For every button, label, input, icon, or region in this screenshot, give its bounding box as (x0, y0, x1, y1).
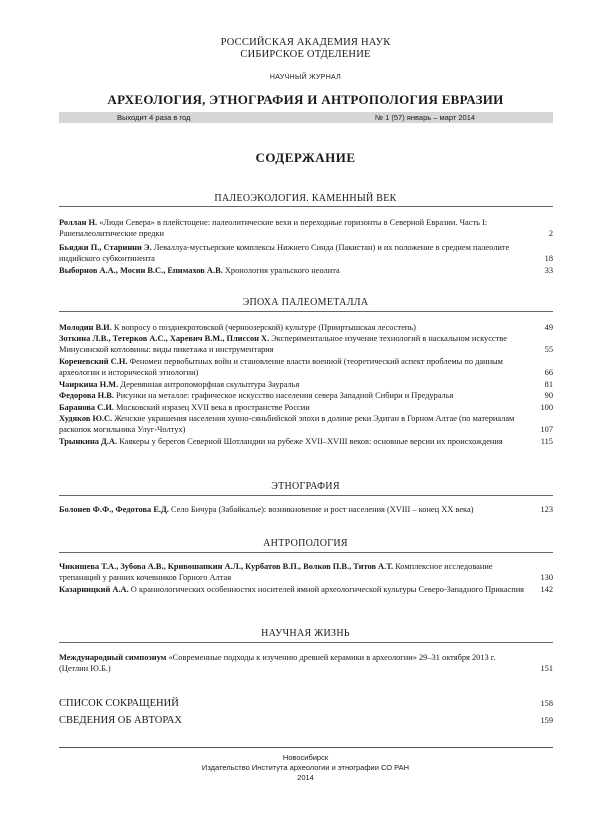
entry-title: О краниологических особенностях носителей ямной археологической культуры Северо-Западного Прикаспия (128, 585, 525, 594)
entry-authors: Международный симпозиум (59, 653, 167, 662)
footer-year: 2014 (297, 773, 314, 782)
entry-authors: Федорова Н.В. (59, 391, 114, 400)
entry-authors: Казарницкий А.А. (59, 585, 129, 594)
entry-authors: Роллан Н. (59, 218, 98, 227)
entry-page: 142 (540, 585, 553, 594)
entry-page: 18 (544, 253, 553, 263)
entry-title: «Люди Севера» в плейстоцене: палеолитические вехи и переходные горизонты в Северной Евразии. Часть I: Ранепалеолитические предки (59, 218, 488, 238)
toc-entry[interactable] (59, 653, 553, 674)
section-divider (59, 552, 553, 553)
entry-authors: Баранова С.И. (59, 403, 114, 412)
section-title-ethnography: ЭТНОГРАФИЯ (271, 481, 340, 492)
section-title-scientific-life: НАУЧНАЯ ЖИЗНЬ (261, 628, 350, 639)
toc-entry[interactable] (59, 391, 553, 402)
entry-title: Село Бичура (Забайкалье): возникновение и рост населения (XVIII – конец XX века) (168, 505, 474, 514)
toc-entry[interactable] (59, 585, 553, 596)
entry-title: Каякеры у берегов Северной Шотландии на рубеже XVII–XVIII веков: основные версии их происхождения (117, 437, 503, 446)
journal-label: НАУЧНЫЙ ЖУРНАЛ (269, 74, 342, 81)
footer-divider (59, 747, 553, 748)
entry-title: Феномен первобытных войн и становление власти военной (теоретический аспект проблемы по данным археологии и исторической этнологии) (59, 357, 503, 377)
entry-authors: Чикишева Т.А., Зубова А.В., Кривошапкин А.Л., Курбатов В.П., Волков П.В., Титов А.Т. (59, 562, 394, 571)
entry-page: 81 (544, 380, 553, 389)
entry-title: Рисунки на металле: графическое искусство населения севера Западной Сибири и Предуралья (113, 391, 454, 400)
toc-entry[interactable] (59, 334, 553, 355)
entry-page: 49 (544, 323, 553, 332)
entry-page: 2 (548, 228, 553, 238)
entry-title: СПИСОК СОКРАЩЕНИЙ (59, 698, 179, 709)
entry-page: 107 (540, 424, 553, 434)
entry-page: 90 (544, 391, 553, 400)
footer-publisher: Издательство Института археологии и этнографии СО РАН (201, 763, 410, 772)
section-title-paleometal: ЭПОХА ПАЛЕОМЕТАЛЛА (242, 297, 369, 308)
entry-authors: Чаиркина Н.М. (59, 380, 119, 389)
journal-title: АРХЕОЛОГИЯ, ЭТНОГРАФИЯ И АНТРОПОЛОГИЯ ЕВРАЗИИ (107, 92, 504, 107)
toc-entry[interactable] (59, 414, 553, 435)
footer-city: Новосибирск (282, 753, 329, 762)
entry-authors: Бьяджи П., Старинни Э. (59, 243, 152, 252)
toc-entry[interactable] (59, 403, 553, 414)
toc-title: СОДЕРЖАНИЕ (255, 150, 356, 165)
toc-entry[interactable] (59, 218, 553, 239)
toc-entry[interactable] (59, 562, 553, 583)
toc-entry[interactable] (59, 505, 553, 516)
entry-page: 55 (544, 344, 553, 354)
section-divider (59, 642, 553, 643)
toc-entry[interactable] (59, 323, 553, 334)
issue-frequency: Выходит 4 раза в год (117, 113, 191, 122)
entry-title: Леваллуа-мустьерские комплексы Нижнего Синда (Пакистан) и их положение в среднем палеолите индийского субконтинента (59, 243, 510, 263)
section-divider (59, 311, 553, 312)
entry-page: 130 (540, 572, 553, 582)
section-title-paleoecology: ПАЛЕОЭКОЛОГИЯ. КАМЕННЫЙ ВЕК (214, 193, 397, 204)
entry-page: 115 (540, 437, 553, 446)
entry-authors: Молодин В.И. (59, 323, 112, 332)
entry-page: 100 (540, 403, 553, 412)
entry-page: 123 (540, 505, 553, 514)
entry-authors: Трынкина Д.А. (59, 437, 118, 446)
issue-band (59, 112, 553, 123)
entry-title: Хронология уральского неолита (222, 266, 340, 275)
entry-title: Экспериментальное изучение технологий в наскальном искусстве Минусинской котловины: виды пикетажа и инструментария (59, 334, 507, 354)
entry-authors: Болонев Ф.Ф., Федотова Е.Д. (59, 505, 169, 514)
toc-entry-abbreviations[interactable] (59, 698, 553, 709)
toc-entry[interactable] (59, 243, 553, 264)
section-divider (59, 206, 553, 207)
entry-title: Комплексное исследование трепанаций у ранних кочевников Горного Алтая (59, 562, 493, 582)
section-title-anthropology: АНТРОПОЛОГИЯ (263, 538, 348, 549)
org-name: РОССИЙСКАЯ АКАДЕМИЯ НАУК (220, 37, 391, 48)
entry-page: 159 (540, 716, 553, 725)
issue-number: № 1 (57) январь – март 2014 (375, 113, 476, 122)
entry-authors: Выборнов А.А., Мосин В.С., Епимахов А.В. (59, 266, 223, 275)
toc-entry[interactable] (59, 437, 553, 448)
entry-title: «Современные подходы к изучению древней керамики в археологии» 29–31 октября 2013 г. (Цетлин Ю.Б.) (59, 653, 496, 673)
section-divider (59, 495, 553, 496)
org-division: СИБИРСКОЕ ОТДЕЛЕНИЕ (240, 49, 371, 60)
entry-page: 33 (544, 266, 553, 275)
entry-title: Женские украшения населения хунно-сяньбийской эпохи в долине реки Эдиган в Горном Алтае (по материалам раскопок могильника Улуг-Чолтух) (59, 414, 515, 434)
toc-entry-authors-info[interactable] (59, 715, 553, 726)
toc-entry[interactable] (59, 266, 553, 277)
entry-authors: Кореневский С.Н. (59, 357, 128, 366)
entry-title: К вопросу о позднекротовской (черноозерской) культуре (Прииртышская лесостепь) (111, 323, 416, 332)
entry-authors: Зоткина Л.В., Тетерков А.С., Харевич В.М., Плиссон Х. (59, 334, 270, 343)
entry-title: Московский изразец XVII века в пространстве России (113, 403, 310, 412)
entry-page: 66 (544, 367, 553, 377)
entry-title: СВЕДЕНИЯ ОБ АВТОРАХ (59, 715, 182, 726)
entry-title: Деревянная антропоморфная скульптура Зауралья (118, 380, 300, 389)
entry-authors: Худяков Ю.С. (59, 414, 113, 423)
entry-page: 151 (540, 663, 553, 673)
toc-entry[interactable] (59, 357, 553, 378)
toc-entry[interactable] (59, 380, 553, 391)
entry-page: 158 (540, 699, 553, 708)
